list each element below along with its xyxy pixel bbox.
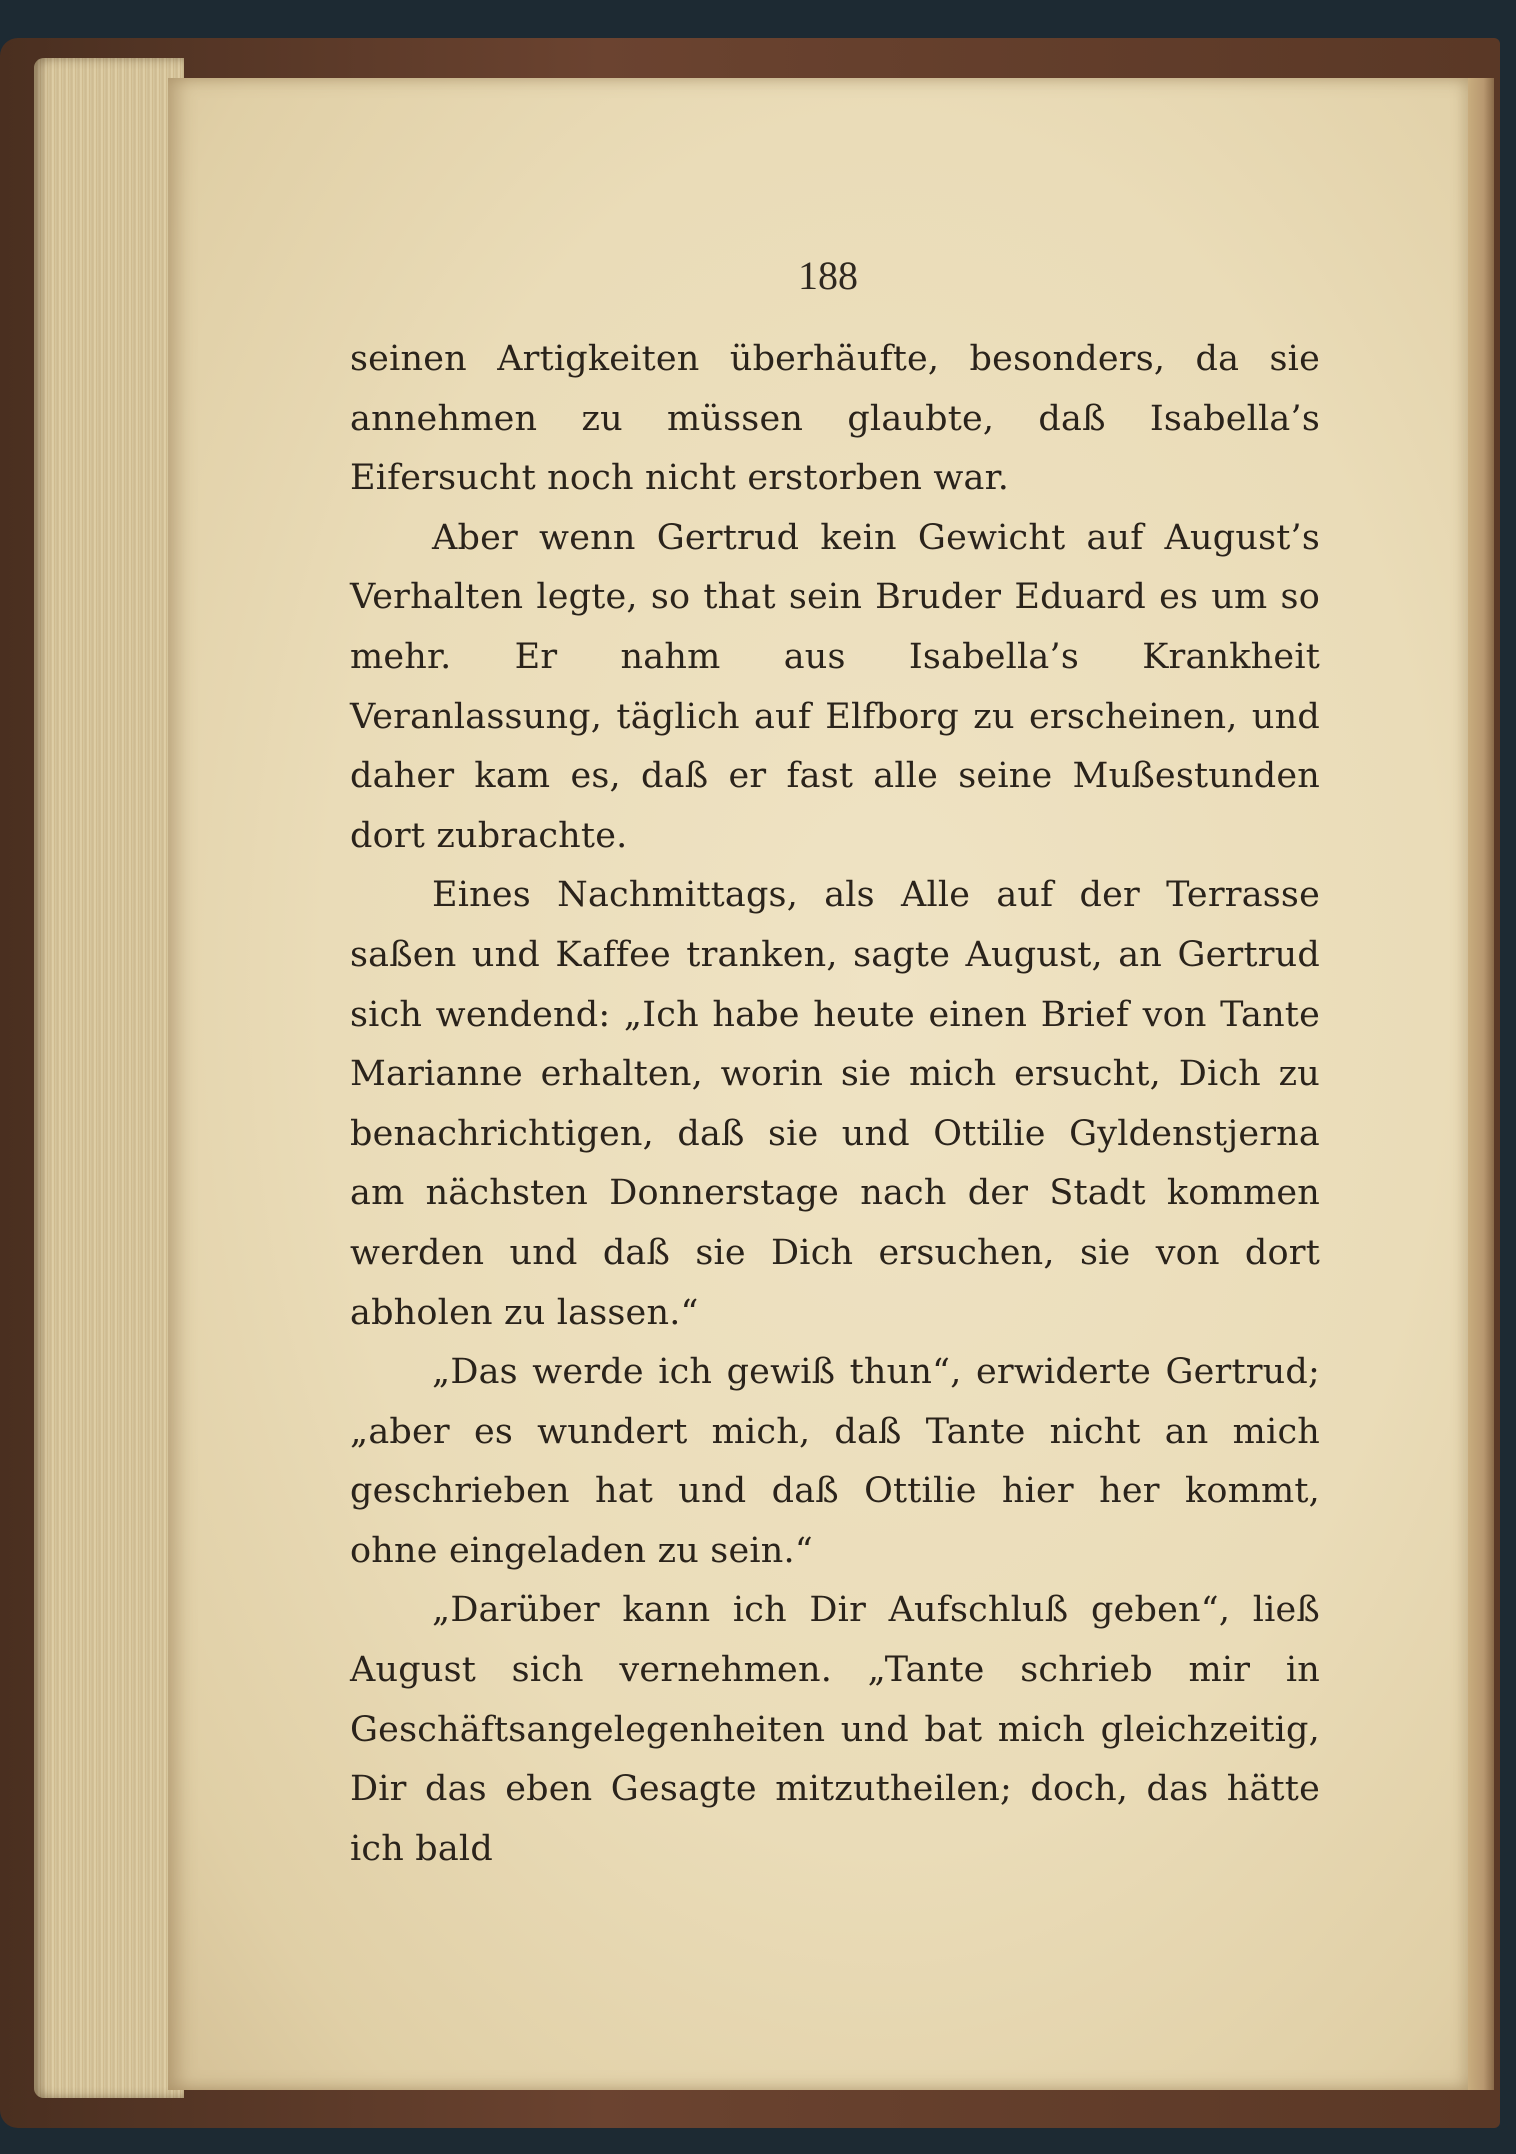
page-right-edge: [1468, 78, 1494, 2090]
paragraph: seinen Artigkeiten überhäufte, besonders, da sie annehmen zu müssen glaubte, daß Isabella’s Eifersucht noch nicht erstorben war.: [350, 339, 1320, 499]
paragraph: Aber wenn Gertrud kein Gewicht auf August’s Verhalten legte, so that sein Bruder Eduard es um so mehr. Er nahm aus Isabella’s Krankheit Veranlassung, täglich auf Elfborg zu erscheinen, und daher kam es, daß er fast alle seine Mußestunden dort zubrachte.: [350, 517, 1320, 856]
page-body-text: [350, 330, 1320, 1879]
paragraph: „Das werde ich gewiß thun“, erwiderte Gertrud; „aber es wundert mich, daß Tante nicht an mich geschrieben hat und daß Ottilie hier her kommt, ohne eingeladen zu sein.“: [350, 1352, 1320, 1571]
page-number: 188: [798, 253, 858, 298]
paragraph: „Darüber kann ich Dir Aufschluß geben“, ließ August sich vernehmen. „Tante schrieb mir in Geschäftsangelegenheiten und bat mich gleichzeitig, Dir das eben Gesagte mitzutheilen; doch, das hätte ich bald: [350, 1590, 1320, 1869]
paragraph: Eines Nachmittags, als Alle auf der Terrasse saßen und Kaffee tranken, sagte August, an Gertrud sich wendend: „Ich habe heute einen Brief von Tante Marianne erhalten, worin sie mich ersucht, Dich zu benachrichtigen, daß sie und Ottilie Gyldenstjerna am nächsten Donnerstage nach der Stadt kommen werden und daß sie Dich ersuchen, sie von dort abholen zu lassen.“: [350, 875, 1320, 1333]
page-stack-edge: [34, 58, 184, 2098]
